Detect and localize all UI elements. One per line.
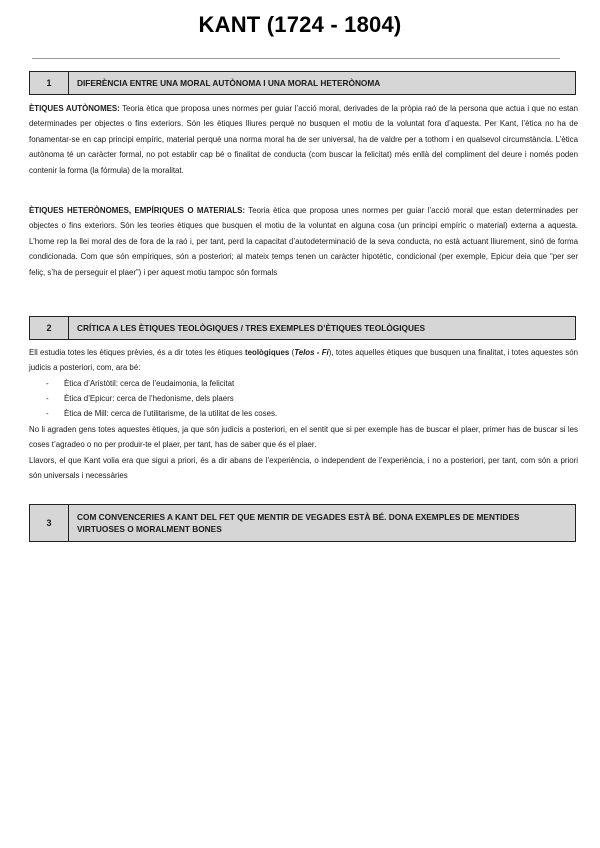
intro-text: Ell estudia totes les ètiques prèvies, és a dir totes les ètiques (29, 348, 245, 357)
term-teologiques: teològiques (245, 348, 290, 357)
list-dash: - (46, 379, 49, 388)
list-item-text: Ètica d’Aristòtil: cerca de l’eudaimonia, la felicitat (64, 379, 235, 388)
section-header-2 (29, 316, 576, 340)
intro-text-rest: ), totes aquelles ètiques que busquen una finalitat, i totes aquestes són judicis a posteriori, com, ara bé: (29, 348, 579, 373)
section-header-1 (29, 71, 576, 95)
list-item (46, 376, 566, 391)
section-number: 2 (30, 317, 69, 339)
section-header-3 (29, 504, 576, 542)
definition-etiques-autonomes: Teoria ètica que proposa unes normes per guiar l’acció moral, derivades de la pròpia raó de la persona que actua i que no estan determinades per objectes o fins exteriors. Són les ètiques lliures perquè no busquen el motiu de la voluntat fora d’aquesta. Per Kant, l’ètica no ha de fonamentar-se en cap principi empíric, material perquè una norma moral ha de ser universal, ha de valdre per a tothom i en qualsevol circumstància. L’ètica autònoma té un caràcter formal, no pot establir cap bé o finalitat de conducta (com buscar la felicitat) més enllà del compliment del deure i només poden contenir la forma (la fórmula) de la moralitat. (29, 104, 579, 175)
list-item (46, 391, 566, 406)
examples-list (46, 376, 566, 421)
section-number: 1 (30, 72, 69, 94)
section-heading: DIFERÈNCIA ENTRE UNA MORAL AUTÒNOMA I UNA MORAL HETERÒNOMA (77, 78, 381, 88)
section-heading: CRÍTICA A LES ÈTIQUES TEOLÒGIQUES / TRES EXEMPLES D’ÈTIQUES TEOLÒGIQUES (77, 323, 426, 333)
intro-paren: ( (289, 348, 295, 357)
paragraph-critica-intro (29, 345, 578, 376)
paragraph-etiques-autonomes (29, 101, 578, 178)
list-dash: - (46, 409, 49, 418)
list-dash: - (46, 394, 49, 403)
term-telos: Telos - Fi (294, 348, 329, 357)
definition-etiques-heteronomes: Teoria ètica que proposa unes normes per guiar l’acció moral que estan determinades per objectes o fins exteriors. Són les teories ètiques que busquen el motiu de la voluntat en alguna cosa (un principi empíric o material) externa a aquesta. L’home rep la llei moral des de fora de la raó i, per tant, perd la capacitat d’autodeterminació de la seva conducta, no està actuant lliurement, sinó de forma condicionada. Com que són empíriques, són a posteriori; al mateix temps tenen un caràcter hipotètic, condicional (per exemple, Epicur deia que “per ser feliç, s’ha de perseguir el plaer”) i per aquest motiu tampoc són formals (29, 206, 578, 277)
paragraph-critica-apriori: Llavors, el que Kant volia era que sigui a priori, és a dir abans de l’experiència, o independent de l’experiència, i no a posteriori, per tant, com són a priori són universals i necessàries (29, 456, 578, 481)
list-item (46, 406, 566, 421)
paragraph-critica-plaer: No li agraden gens totes aquestes ètiques, ja que són judicis a posteriori, en el sentit que si per exemple has de buscar el plaer, primer has de buscar si les coses t’agradeo o no per produir-te el plaer, per tant, has de saber que és el plaer. (29, 425, 578, 450)
paragraph-etiques-heteronomes (29, 203, 578, 280)
list-item-text: Ètica de Mill: cerca de l’utilitarisme, de la utilitat de les coses. (64, 409, 278, 418)
title-divider (32, 58, 560, 59)
section-number: 3 (30, 505, 69, 541)
term-etiques-heteronomes: ÈTIQUES HETERÒNOMES, EMPÍRIQUES O MATERIALS: (29, 206, 245, 215)
term-etiques-autonomes: ÈTIQUES AUTÒNOMES: (29, 104, 120, 113)
section-heading: COM CONVENCERIES A KANT DEL FET QUE MENTIR DE VEGADES ESTÀ BÉ. DONA EXEMPLES DE MENTIDES VIRTUOSES O MORALMENT BONES (77, 512, 520, 534)
list-item-text: Ètica d’Epicur: cerca de l’hedonisme, dels plaers (64, 394, 234, 403)
document-title: KANT (1724 - 1804) (198, 12, 402, 37)
